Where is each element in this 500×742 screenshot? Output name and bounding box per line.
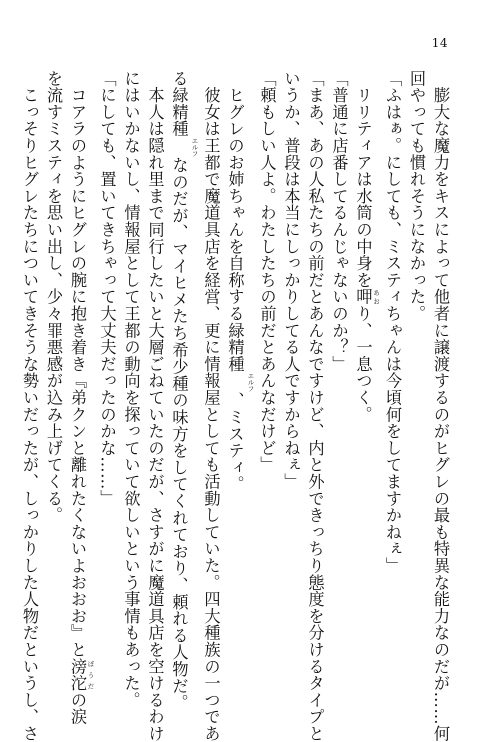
ruby-annotation — [226, 372, 255, 392]
text-line: いうか、普段は本当にしっかりしてる人ですからねぇ」 — [281, 70, 301, 490]
text-line: を流すミスティを思い出し、少々罪悪感が込み上げてくる。 — [44, 70, 63, 524]
text-line: 膨大な魔力をキスによって他者に譲渡するのがヒグレの最も特異な能力なのだが……何 — [431, 70, 450, 742]
text-segment: ヒグレのお姉ちゃんを自称する緑精種 — [225, 70, 245, 373]
text-line: にはいかないし、情報屋として王都の動向を探っていて欲しいという事情もあった。 — [121, 70, 141, 709]
text-line: 「にしても、置いてきちゃって大丈夫だったのかな……」 — [97, 70, 117, 507]
text-segment: の涙 — [68, 691, 87, 726]
text-segment: リリティアは水筒の中身を — [353, 70, 373, 289]
ruby-base: 呷 — [353, 288, 373, 306]
page-number: 14 — [431, 36, 448, 50]
text-line: 「まあ、あの人私たちの前だとあんなですけど、内と外できっちり態度を分けるタイプと — [305, 70, 325, 742]
text-line: 「ふはぁ。にしても、ミスティちゃんは今頃何をしてますかねぇ」 — [383, 70, 402, 574]
ruby-base: 滂沱 — [68, 658, 87, 692]
ruby-text: ぼうだ — [86, 658, 95, 692]
ruby-text: エルフ — [246, 372, 255, 392]
ruby-annotation — [170, 137, 199, 157]
text-line: 「普通に店番してるんじゃないのか？」 — [329, 70, 349, 373]
text-segment: コアラのようにヒグレの腕に抱き着き『弟クンと離れたくないよおおお』と — [68, 70, 87, 658]
text-line: 回やっても慣れそうになかった。 — [407, 70, 426, 322]
ruby-annotation — [353, 288, 380, 306]
text-segment: り、一息つく。 — [353, 305, 373, 423]
ruby-text: エルフ — [190, 137, 199, 157]
text-segment: なのだが、マイヒメたち希少種の味方をしてくれており、頼れる人物だ。 — [169, 156, 189, 712]
text-line: 彼女は王都で魔道具店を経営、更に情報屋としても活動していた。四大種族の一つであ — [201, 70, 221, 742]
text-line: こっそりヒグレたちについてきそうな勢いだったが、しっかりした人物だというし、さ — [20, 70, 39, 742]
text-segment: る緑精種 — [169, 70, 189, 138]
text-line — [223, 70, 255, 670]
text-line — [351, 70, 381, 670]
text-line — [167, 70, 199, 712]
text-line: 本人は隠れ里まで同行したいと大層ごねていたのだが、さすがに魔道具店を空けるわけ — [145, 70, 165, 742]
ruby-annotation — [68, 658, 95, 692]
text-line: 「頼もしい人よ。わたしたちの前だとあんなだけど」 — [257, 70, 277, 474]
vertical-text-body — [20, 70, 452, 742]
ruby-text: あお — [372, 288, 380, 306]
text-segment: 、ミスティ。 — [225, 391, 245, 493]
text-line — [65, 70, 95, 726]
